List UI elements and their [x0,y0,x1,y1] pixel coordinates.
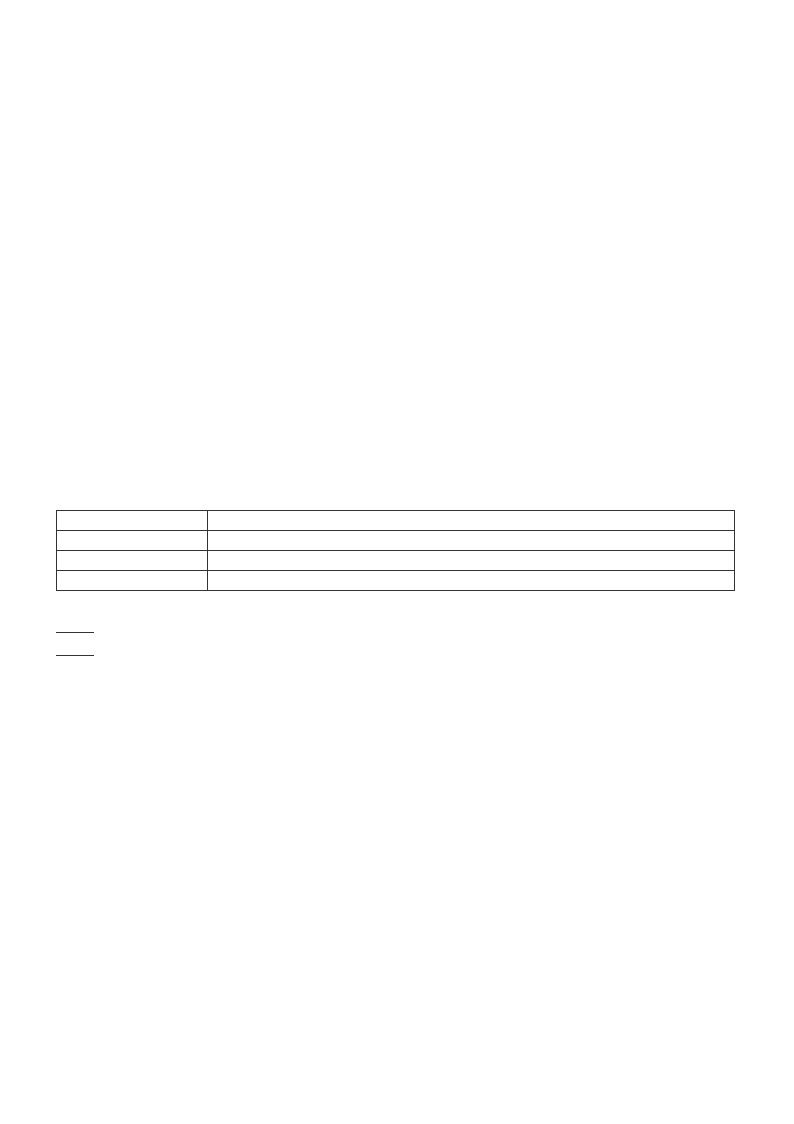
table-cell-meaning[interactable] [57,551,208,571]
table-row [57,551,735,571]
table-header-row [57,511,735,531]
table-header-meaning [57,511,208,531]
table-cell-quote [208,551,735,571]
quotes-table [56,510,735,591]
table-cell-meaning[interactable] [57,571,208,591]
table-cell-meaning[interactable] [57,531,208,551]
answer-blank-2[interactable] [56,643,94,656]
question-3 [56,508,746,664]
table-cell-quote [208,571,735,591]
dialog-lihua-2 [56,640,746,663]
table-header-quotes [208,511,735,531]
dialog-lihua-1 [56,617,746,640]
table-row [57,531,735,551]
table-row [57,571,735,591]
answer-blank-1[interactable] [56,620,94,633]
table-cell-quote [208,531,735,551]
options-line [56,594,746,617]
